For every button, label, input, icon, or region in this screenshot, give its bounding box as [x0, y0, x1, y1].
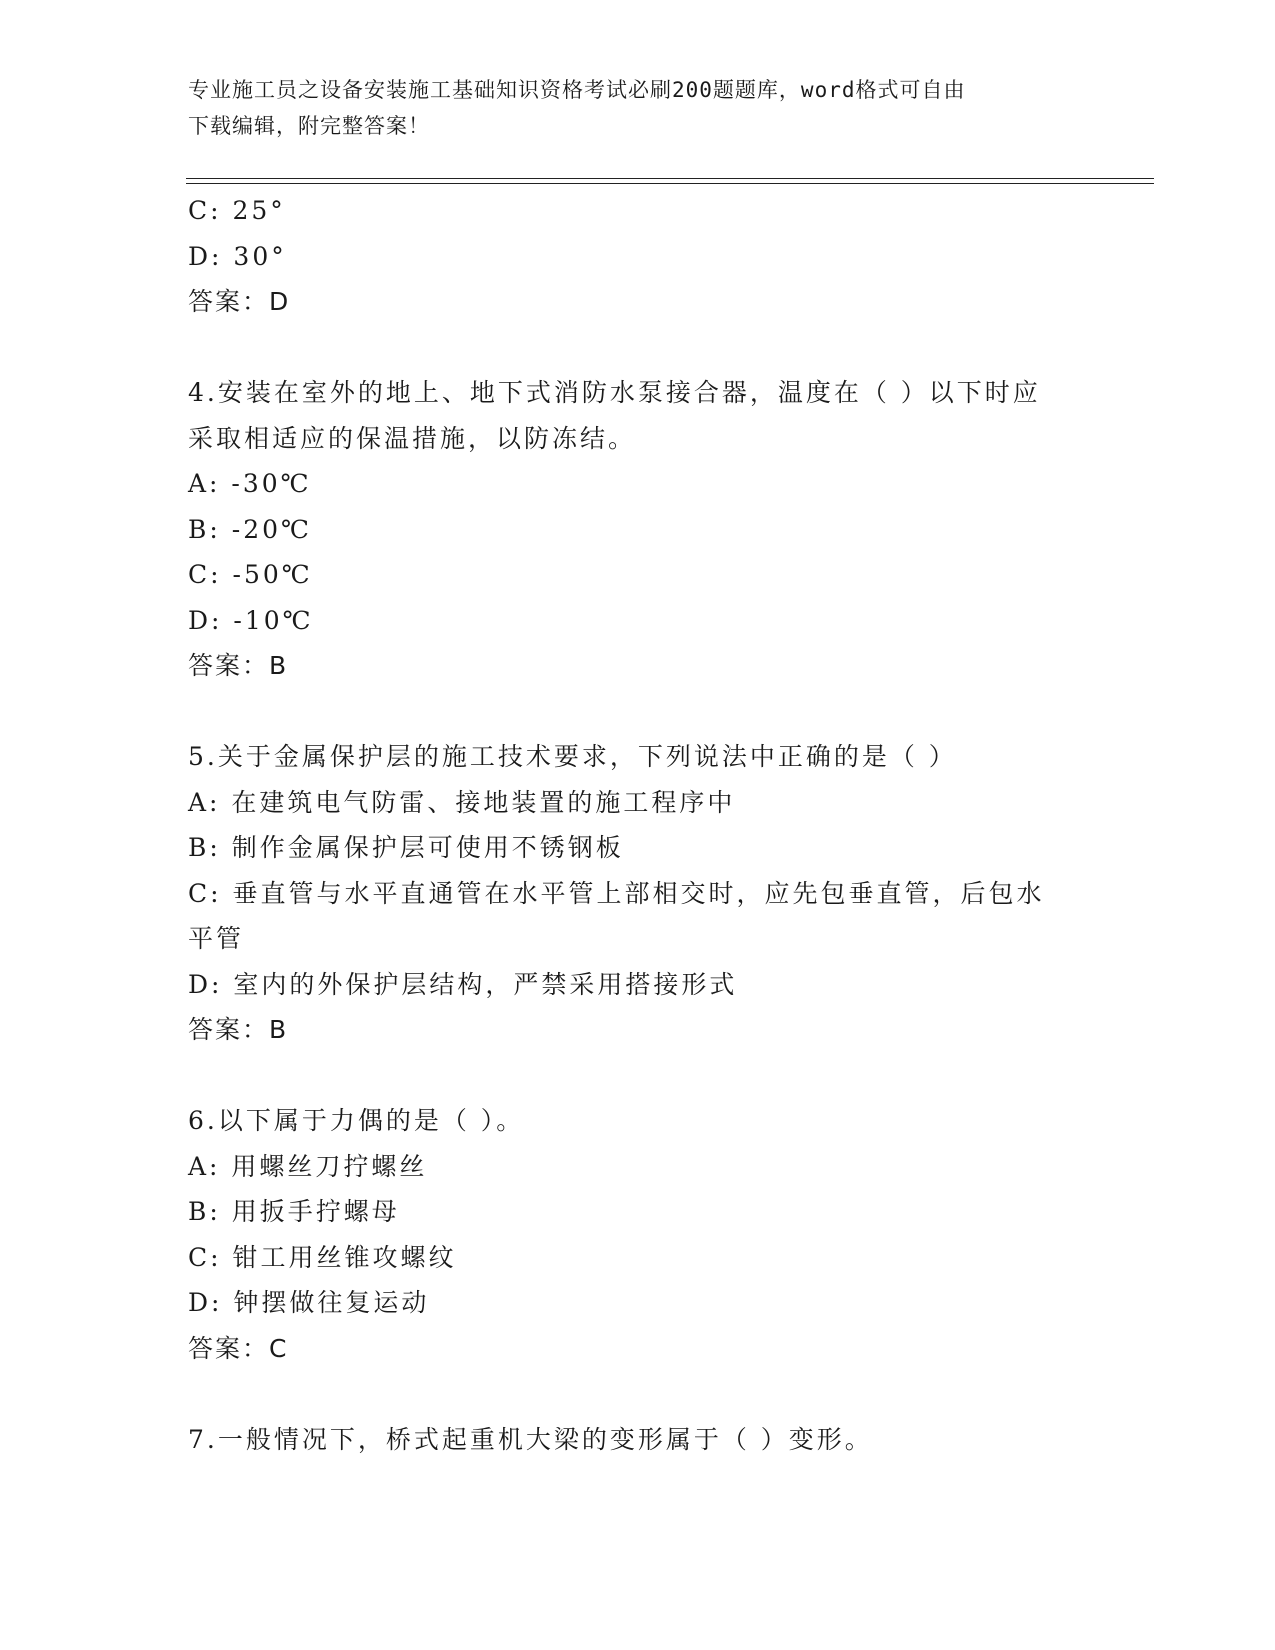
question-stem: 5.关于金属保护层的施工技术要求，下列说法中正确的是（ ）: [188, 742, 957, 771]
header-title-line-2: 下载编辑，附完整答案！: [188, 114, 430, 138]
option-c: C: 钳工用丝锥攻螺纹: [188, 1242, 457, 1272]
answer-line: 答案：B: [188, 1015, 289, 1044]
page-header: [188, 72, 1088, 144]
answer-line: 答案：C: [188, 1333, 289, 1363]
option-d: D: -10℃: [188, 605, 314, 635]
header-divider-top: [186, 178, 1154, 179]
document-page: [188, 0, 1148, 1650]
option-d: D: 30°: [188, 241, 287, 271]
question-7: [188, 1417, 1088, 1463]
option-b: B: 用扳手拧螺母: [188, 1197, 400, 1226]
option-d: D: 室内的外保护层结构，严禁采用搭接形式: [188, 969, 738, 999]
spacer: [188, 325, 1088, 371]
option-a: A: 在建筑电气防雷、接地装置的施工程序中: [188, 787, 736, 817]
question-stem: 6.以下属于力偶的是（ ）。: [188, 1106, 525, 1135]
answer-line: 答案：B: [188, 651, 289, 680]
question-stem: 7.一般情况下，桥式起重机大梁的变形属于（ ）变形。: [188, 1424, 873, 1454]
spacer: [188, 1371, 1088, 1417]
question-3-tail: [188, 188, 1088, 325]
option-b: B: 制作金属保护层可使用不锈钢板: [188, 833, 624, 862]
question-stem-line-1: 4.安装在室外的地上、地下式消防水泵接合器，温度在（ ）以下时应: [188, 378, 1041, 407]
option-c: C: 25°: [188, 196, 286, 225]
option-a: A: 用螺丝刀拧螺丝: [188, 1151, 428, 1181]
header-divider-bottom: [186, 183, 1154, 184]
spacer: [188, 1053, 1088, 1099]
question-4: [188, 370, 1088, 689]
question-content: [188, 188, 1088, 1462]
option-b: B: -20℃: [188, 514, 312, 544]
answer-line: 答案：D: [188, 287, 291, 316]
option-c-line-2: 平管: [188, 924, 245, 953]
question-stem-line-2: 采取相适应的保温措施，以防冻结。: [188, 423, 637, 453]
option-c: C: -50℃: [188, 560, 313, 589]
header-title-line-1: 专业施工员之设备安装施工基础知识资格考试必刷200题题库，word格式可自由: [188, 78, 966, 102]
question-6: [188, 1098, 1088, 1371]
option-c-line-1: C: 垂直管与水平直通管在水平管上部相交时，应先包垂直管，后包水: [188, 878, 1045, 908]
question-5: [188, 734, 1088, 1053]
option-d: D: 钟摆做往复运动: [188, 1288, 430, 1317]
option-a: A: -30℃: [188, 469, 312, 498]
spacer: [188, 689, 1088, 735]
